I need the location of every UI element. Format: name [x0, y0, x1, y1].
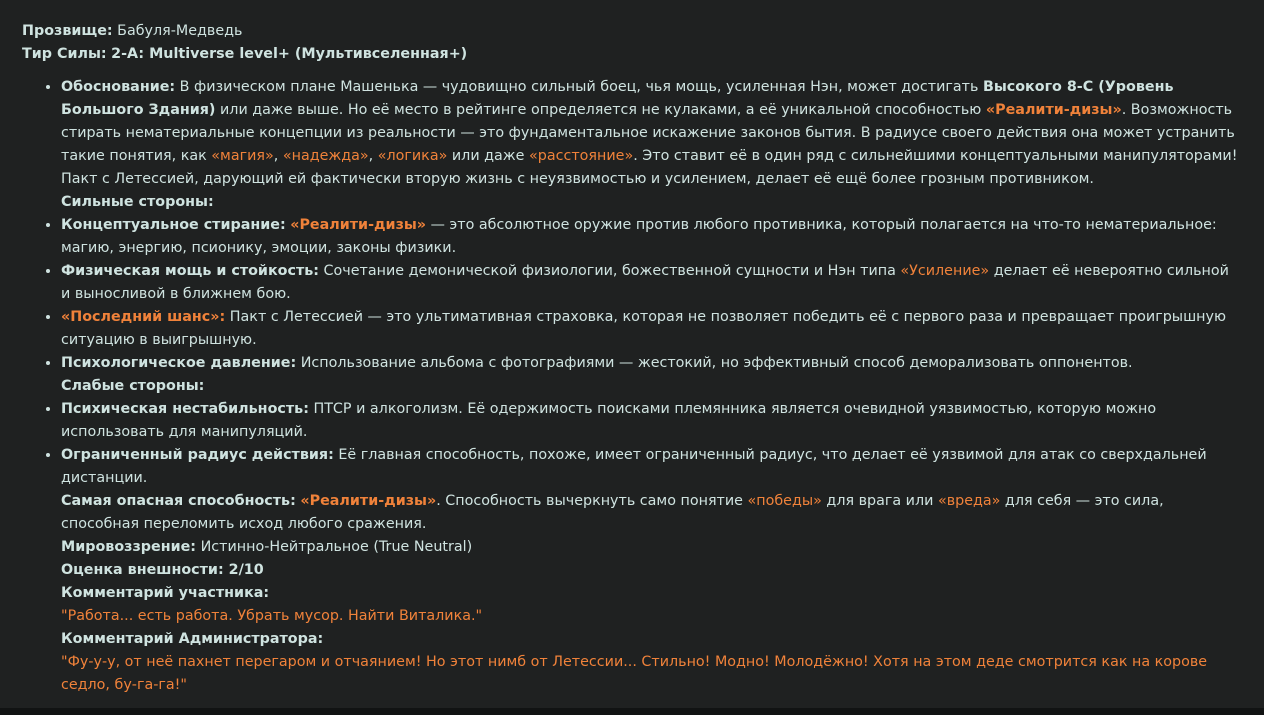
reasoning-ability: «Реалити-дизы»	[985, 102, 1122, 118]
reasoning-item	[61, 76, 1242, 214]
concept-victory: «победы»	[747, 493, 822, 509]
dangerous-text: . Способность вычеркнуть само понятие	[436, 493, 748, 509]
worldview-line	[61, 536, 1242, 559]
bottom-divider	[0, 708, 1264, 715]
reasoning-text: В физическом плане Машенька — чудовищно сильный боец, чья мощь, усиленная Нэн, может достигать	[175, 79, 983, 95]
strength-label: Физическая мощь и стойкость:	[61, 263, 319, 279]
reasoning-text: или даже	[447, 148, 530, 164]
admin-comment-label: Комментарий Администратора:	[61, 631, 324, 647]
concept-distance: «расстояние»	[529, 148, 634, 164]
participant-comment-label: Комментарий участника:	[61, 585, 270, 601]
strength-item	[61, 306, 1242, 352]
strengths-label: Сильные стороны:	[61, 194, 214, 210]
weakness-item	[61, 444, 1242, 697]
strength-item	[61, 214, 1242, 260]
weakness-label: Ограниченный радиус действия:	[61, 447, 334, 463]
concept-magic: «магия»	[211, 148, 274, 164]
strength-label: Концептуальное стирание:	[61, 217, 286, 233]
strength-text: — это абсолютное оружие против любого противника, который полагается на что-то нематериальное: магию, энергию, псионику, эмоции, законы физики.	[61, 217, 1217, 256]
concept-logic: «логика»	[377, 148, 448, 164]
weakness-text: Её главная способность, похоже, имеет ограниченный радиус, что делает её уязвимой для атак со сверхдальней дистанции.	[61, 447, 1207, 486]
reasoning-label: Обоснование:	[61, 79, 176, 95]
concept-harm: «вреда»	[937, 493, 1001, 509]
strength-text: Сочетание демонической физиологии, божественной сущности и Нэн типа	[319, 263, 901, 279]
strength-label: «Последний шанс»:	[61, 309, 226, 325]
strength-item	[61, 352, 1242, 398]
looks-value: 2/10	[223, 562, 264, 578]
admin-comment: "Фу-у-у, от неё пахнет перегаром и отчаянием! Но этот нимб от Летессии... Стильно! Модно! Молодёжно! Хотя на этом деде смотрится как на корове седло, бу-га-га!"	[61, 654, 1208, 693]
reasoning-text: . Это ставит её в один ряд с сильнейшими концептуальными манипуляторами! Пакт с Летессией, дарующий ей фактически вторую жизнь с неуязвимостью и усилением, делает её ещё более грозным противником.	[61, 148, 1238, 187]
dangerous-label: Самая опасная способность:	[61, 493, 296, 509]
details-list	[22, 76, 1242, 697]
strength-text: делает её невероятно сильной и выносливой в ближнем бою.	[61, 263, 1229, 302]
strength-label: Психологическое давление:	[61, 355, 297, 371]
looks-line	[61, 559, 1242, 582]
strength-text: Пакт с Летессией — это ультимативная страховка, которая не позволяет победить её с первого раза и превращает проигрышную ситуацию в выигрышную.	[61, 309, 1227, 348]
strength-item	[61, 260, 1242, 306]
worldview-label: Мировоззрение:	[61, 539, 197, 555]
dangerous-ability	[61, 490, 1242, 536]
reasoning-tier-text: Высокого 8-C (Уровень Большого Здания)	[61, 79, 1174, 118]
reasoning-text: или даже выше. Но её место в рейтинге определяется не кулаками, а её уникальной способностью	[215, 102, 986, 118]
separator: ,	[368, 148, 378, 164]
separator: ,	[273, 148, 283, 164]
nickname-label: Прозвище:	[22, 23, 113, 39]
weakness-text: ПТСР и алкоголизм. Её одержимость поисками племянника является очевидной уязвимостью, которую можно использовать для манипуляций.	[61, 401, 1157, 440]
tier-line	[22, 43, 1242, 66]
weakness-item	[61, 398, 1242, 444]
weakness-label: Психическая нестабильность:	[61, 401, 309, 417]
dangerous-text: для себя — это сила, способная переломить исход любого сражения.	[61, 493, 1164, 532]
strength-nen-type: «Усиление»	[900, 263, 990, 279]
concept-hope: «надежда»	[282, 148, 369, 164]
nickname-line	[22, 20, 1242, 43]
nickname-value: Бабуля-Медведь	[117, 23, 243, 39]
tier-value: 2-A: Multiverse level+ (Мультивселенная+)	[111, 46, 468, 62]
reasoning-text: . Возможность стирать нематериальные концепции из реальности — это фундаментальное искажение законов бытия. В радиусе своего действия она может устранить такие понятия, как	[61, 102, 1235, 164]
strength-ability: «Реалити-дизы»	[290, 217, 427, 233]
worldview-value: Истинно-Нейтральное (True Neutral)	[196, 539, 473, 555]
participant-comment: "Работа... есть работа. Убрать мусор. Найти Виталика."	[61, 608, 483, 624]
strength-text: Использование альбома с фотографиями — жестокий, но эффективный способ деморализовать оппонентов.	[296, 355, 1133, 371]
dangerous-ability-name: «Реалити-дизы»	[300, 493, 437, 509]
weaknesses-label: Слабые стороны:	[61, 378, 205, 394]
looks-label: Оценка внешности:	[61, 562, 224, 578]
tier-label: Тир Силы:	[22, 46, 107, 62]
dangerous-text: для врага или	[821, 493, 938, 509]
